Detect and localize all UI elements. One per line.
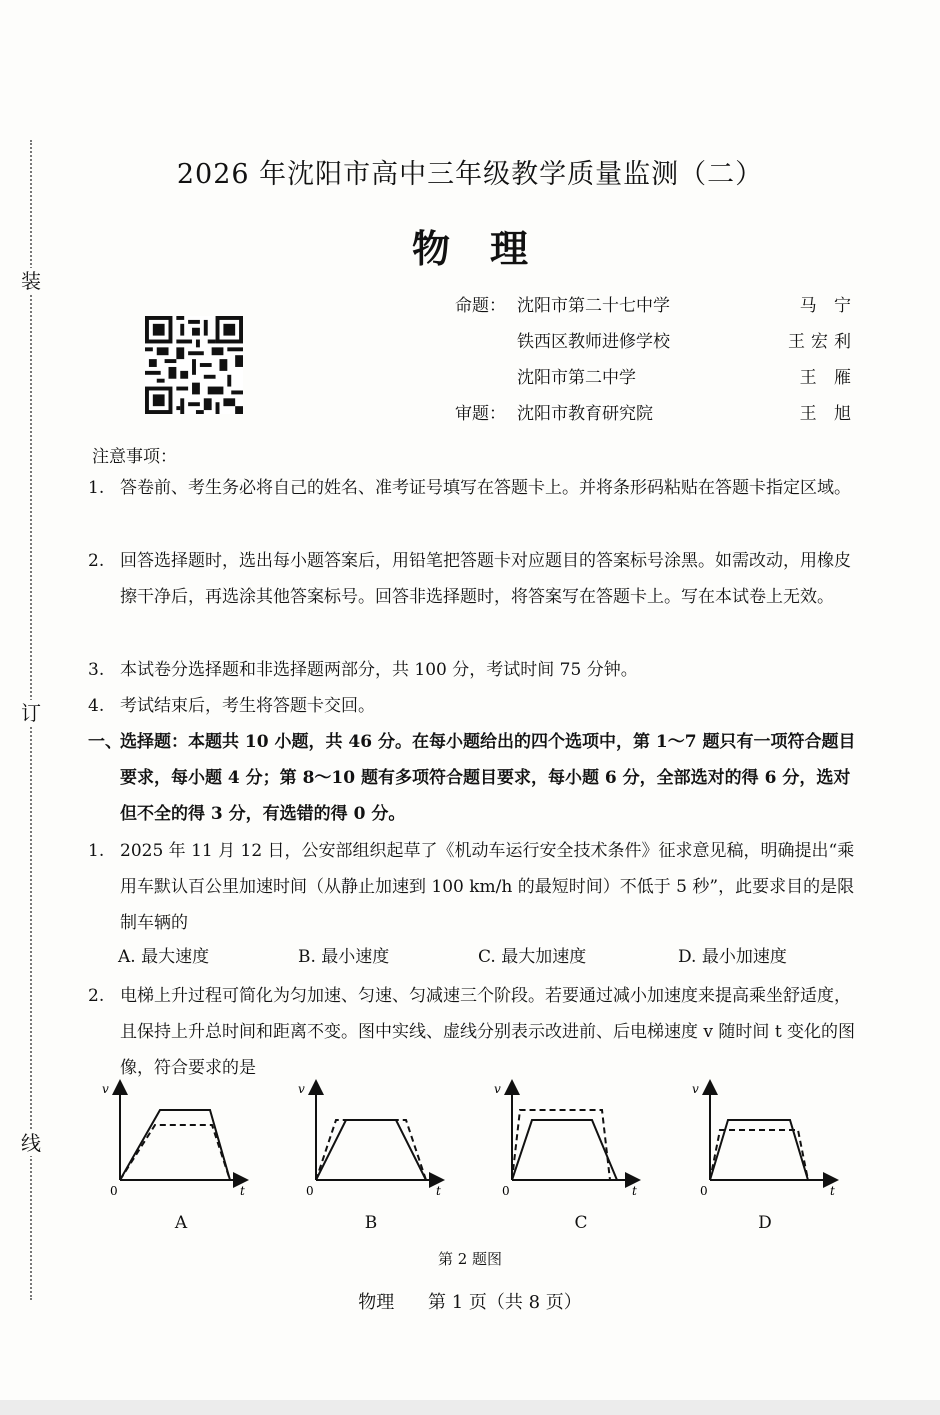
graph-label-a: A: [174, 1213, 188, 1233]
credit-school: 铁西区教师进修学校: [517, 332, 670, 352]
question-number: 1.: [88, 841, 105, 861]
credit-role: 审题：: [455, 404, 506, 424]
credit-name: 王 旭: [799, 404, 857, 424]
credit-name: 王 雁: [799, 368, 857, 388]
graph-label-c: C: [574, 1213, 588, 1233]
graph-b[interactable]: [296, 1075, 446, 1205]
notice-item: [88, 688, 863, 724]
section-choice-questions: [88, 724, 863, 832]
origin-label: 0: [502, 1184, 510, 1198]
qr-code-icon: [145, 316, 243, 414]
notice-item-number: 1.: [88, 478, 105, 498]
notice-item-number: 3.: [88, 660, 105, 680]
notice-item-number: 2.: [88, 551, 105, 571]
credit-row: [455, 364, 875, 400]
graph-a[interactable]: [100, 1075, 250, 1205]
axis-t-label: t: [436, 1184, 441, 1198]
notice-item-number: 4.: [88, 696, 105, 716]
scan-bottom-edge: [0, 1400, 940, 1415]
notice-item-text: 回答选择题时，选出每小题答案后，用铅笔把答题卡对应题目的答案标号涂黑。如需改动，用橡皮擦干净后，再选涂其他答案标号。回答非选择题时，将答案写在答题卡上。写在本试卷上无效。: [120, 551, 851, 607]
credit-row: [455, 400, 875, 436]
credit-school: 沈阳市教育研究院: [517, 404, 653, 424]
axis-t-label: t: [830, 1184, 835, 1198]
notice-item: [88, 470, 863, 506]
option-a[interactable]: A. 最大速度: [118, 947, 210, 967]
credit-name: 王宏利: [788, 332, 857, 352]
notice-item: [88, 652, 863, 688]
footer-subject: 物理: [358, 1292, 395, 1313]
credit-school: 沈阳市第二十七中学: [517, 296, 670, 316]
origin-label: 0: [110, 1184, 118, 1198]
option-b[interactable]: B. 最小速度: [298, 947, 390, 967]
question-text: 电梯上升过程可简化为匀加速、匀速、匀减速三个阶段。若要通过减小加速度来提高乘坐舒适度，且保持上升总时间和距离不变。图中实线、虚线分别表示改进前、后电梯速度 v 随时间 t 变化的图像，符合要求的是: [120, 986, 856, 1078]
notice-heading: 注意事项：: [92, 447, 177, 467]
axis-t-label: t: [632, 1184, 637, 1198]
credit-role: 命题：: [455, 296, 506, 316]
origin-label: 0: [306, 1184, 314, 1198]
credit-row: [455, 328, 875, 364]
credit-row: [455, 292, 875, 328]
graph-c[interactable]: [492, 1075, 642, 1205]
axis-v-label: v: [494, 1082, 501, 1096]
axis-t-label: t: [240, 1184, 245, 1198]
subject-text: 物理: [411, 226, 568, 271]
graph-label-d: D: [758, 1213, 772, 1233]
option-d[interactable]: D. 最小加速度: [678, 947, 787, 967]
credit-name: 马 宁: [799, 296, 857, 316]
graph-label-b: B: [364, 1213, 378, 1233]
section-text: 选择题：本题共 10 小题，共 46 分。在每小题给出的四个选项中，第 1～7 题只有一项符合题目要求，每小题 4 分；第 8～10 题有多项符合题目要求，每小题 6 分，全部选对的得 6 分，选对但不全的得 3 分，有选错的得 0 分。: [120, 732, 856, 824]
question-text: 2025 年 11 月 12 日，公安部组织起草了《机动车运行安全技术条件》征求意见稿，明确提出“乘用车默认百公里加速时间（从静止加速到 100 km/h 的最短时间）不低于 5 秒”，此要求目的是限制车辆的: [120, 841, 855, 933]
axis-v-label: v: [298, 1082, 305, 1096]
question-1: [88, 833, 863, 941]
notice-item: [88, 543, 863, 615]
binding-mark-zhuang: 装: [18, 268, 44, 294]
credit-school: 沈阳市第二中学: [517, 368, 636, 388]
option-c[interactable]: C. 最大加速度: [478, 947, 587, 967]
exam-title: 2026 年沈阳市高中三年级教学质量监测（二）: [176, 159, 764, 190]
footer-page-number: 第 1 页（共 8 页）: [427, 1292, 582, 1313]
notice-item-text: 答卷前、考生务必将自己的姓名、准考证号填写在答题卡上。并将条形码粘贴在答题卡指定区域。: [120, 478, 851, 498]
section-number: 一、: [88, 732, 122, 752]
question-2: [88, 978, 863, 1086]
credits-block: [455, 292, 875, 436]
axis-v-label: v: [102, 1082, 109, 1096]
figure-caption: 第 2 题图: [437, 1250, 503, 1268]
graph-d[interactable]: [690, 1075, 840, 1205]
axis-v-label: v: [692, 1082, 699, 1096]
notice-item-text: 本试卷分选择题和非选择题两部分，共 100 分，考试时间 75 分钟。: [120, 660, 638, 680]
question-number: 2.: [88, 986, 105, 1006]
page-footer: [0, 1288, 940, 1314]
notice-item-text: 考试结束后，考生将答题卡交回。: [120, 696, 375, 716]
origin-label: 0: [700, 1184, 708, 1198]
binding-mark-ding: 订: [18, 700, 44, 726]
subject-title: [0, 218, 940, 273]
binding-mark-xian: 线: [18, 1130, 44, 1156]
